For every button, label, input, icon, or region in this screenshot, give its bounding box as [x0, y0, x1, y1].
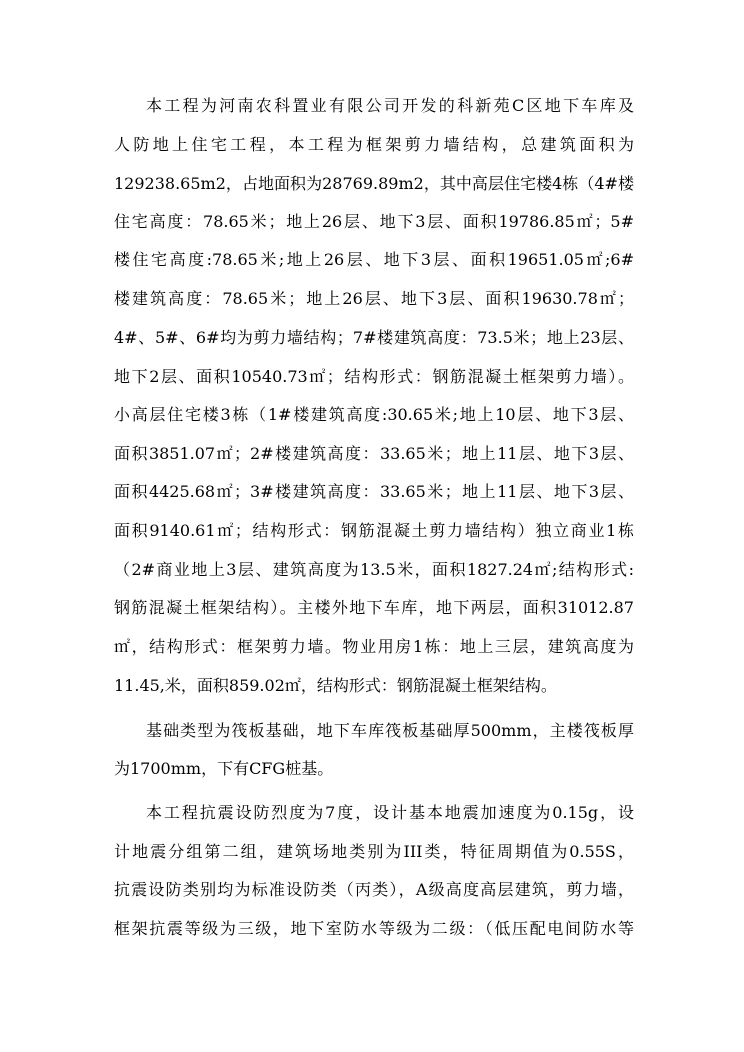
text-line: 楼建筑高度：78.65米；地上26层、地下3层、面积19630.78㎡；	[114, 289, 634, 308]
text-line: 人防地上住宅工程，本工程为框架剪力墙结构，总建筑面积为	[114, 135, 634, 154]
text-line: 本工程为河南农科置业有限公司开发的科新苑C区地下车库及	[146, 96, 634, 115]
text-line: 计地震分组第二组，建筑场地类别为III类，特征周期值为0.55S，	[114, 842, 634, 861]
text-line: 楼住宅高度:78.65米;地上26层、地下3层、面积19651.05㎡;6#	[114, 250, 634, 269]
text-line: 4#、5#、6#均为剪力墙结构；7#楼建筑高度：73.5米；地上23层、	[114, 328, 634, 347]
text-line: 本工程抗震设防烈度为7度，设计基本地震加速度为0.15g，设	[146, 803, 634, 822]
text-line: ㎡，结构形式：框架剪力墙。物业用房1栋：地上三层，建筑高度为	[114, 637, 634, 656]
text-line: 面积4425.68㎡；3#楼建筑高度：33.65米；地上11层、地下3层、	[114, 482, 634, 501]
text-line: 地下2层、面积10540.73㎡；结构形式：钢筋混凝土框架剪力墙）。	[114, 367, 634, 386]
text-line: 面积9140.61㎡；结构形式：钢筋混凝土剪力墙结构）独立商业1栋	[114, 521, 634, 540]
text-line: 住宅高度：78.65米；地上26层、地下3层、面积19786.85㎡；5#	[114, 212, 634, 231]
text-line: 面积3851.07㎡；2#楼建筑高度：33.65米；地上11层、地下3层、	[114, 444, 634, 463]
text-line: （2#商业地上3层、建筑高度为13.5米，面积1827.24㎡;结构形式:	[114, 560, 634, 579]
text-line: 钢筋混凝土框架结构）。主楼外地下车库，地下两层，面积31012.87	[114, 598, 634, 617]
text-line: 小高层住宅楼3栋（1#楼建筑高度:30.65米;地上10层、地下3层、	[114, 405, 634, 424]
text-line: 为1700mm，下有CFG桩基。	[114, 759, 334, 778]
text-line: 基础类型为筏板基础，地下车库筏板基础厚500mm，主楼筏板厚	[146, 721, 634, 740]
text-line: 抗震设防类别均为标准设防类（丙类），A级高度高层建筑，剪力墙，	[114, 880, 634, 899]
text-line: 11.45,米，面积859.02㎡，结构形式：钢筋混凝土框架结构。	[114, 676, 557, 695]
text-line: 框架抗震等级为三级，地下室防水等级为二级：（低压配电间防水等	[114, 919, 634, 938]
text-line: 129238.65m2，占地面积为28769.89m2，其中高层住宅楼4栋（4#楼	[114, 174, 634, 193]
